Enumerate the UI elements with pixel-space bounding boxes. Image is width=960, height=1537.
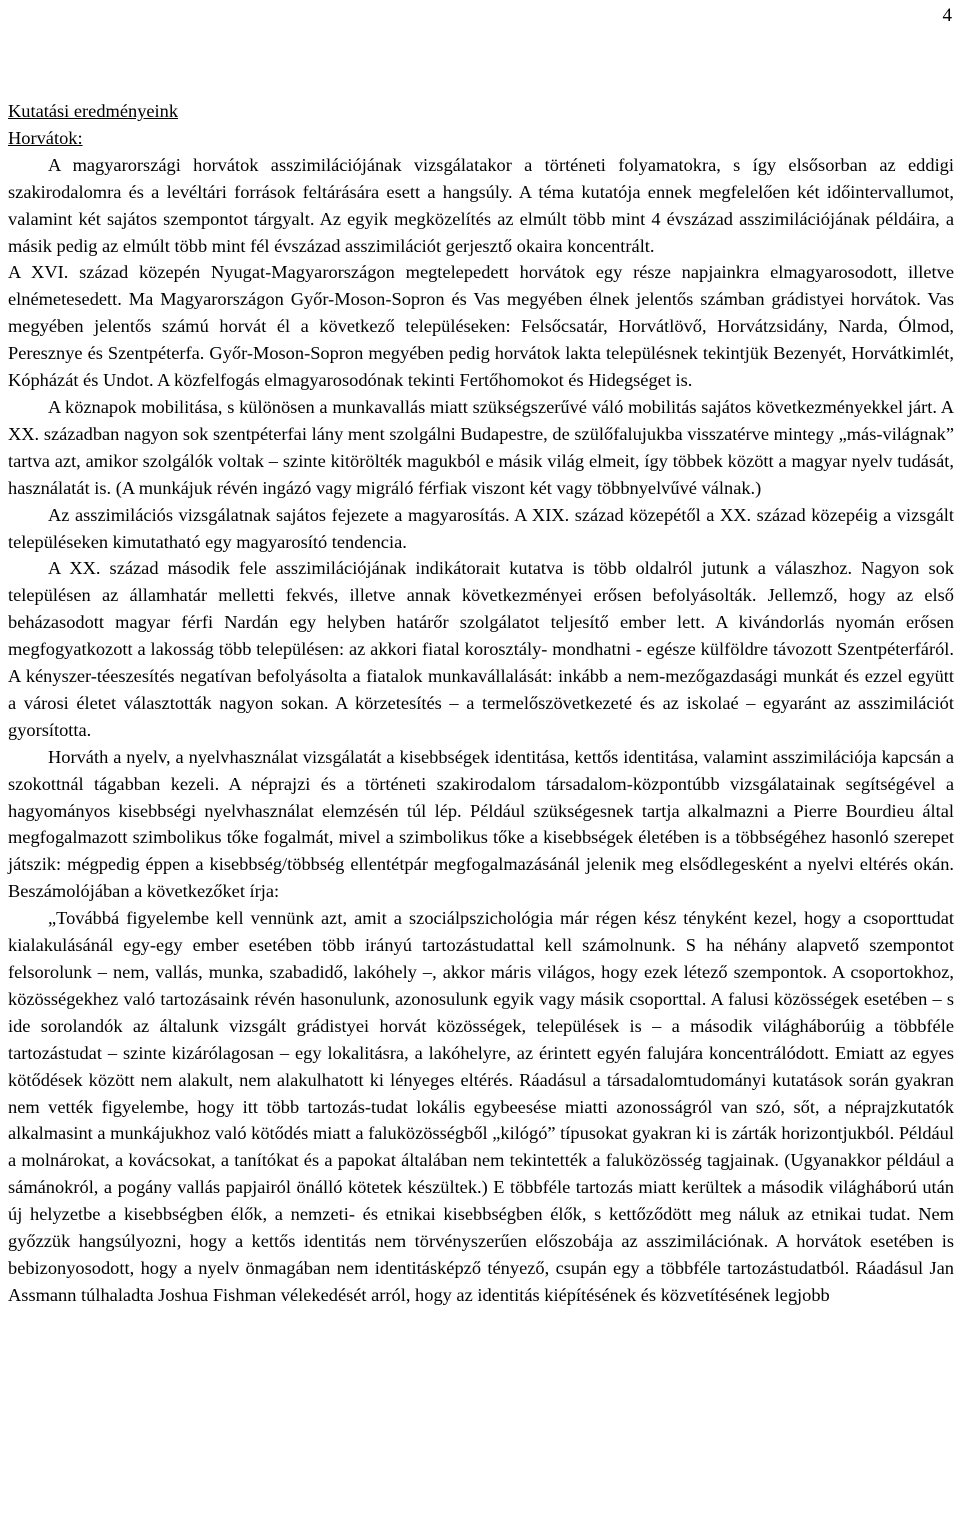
paragraph-magyarization: Az asszimilációs vizsgálatnak sajátos fejezete a magyarosítás. A XIX. század közepétől a XX. század közepéig a vizsgált településeken kimutatható egy magyarosító tendencia.: [8, 504, 954, 552]
paragraph-settlements: A XVI. század közepén Nyugat-Magyarországon megtelepedett horvátok egy része napjainkra elmagyarosodott, illetve elnémetesedett. Ma Magyarországon Győr-Moson-Sopron és Vas megyében élnek jelentős számban grádistyei horvátok. Vas megyében jelentős számú horvát él a következő településeken: Felsőcsatár, Horvátlövő, Horvátzsidány, Narda, Ólmod, Peresznye és Szentpéterfa. Győr-Moson-Sopron megyében pedig horvátok lakta településnek tekintjük Bezenyét, Horvátkimlét, Kópházát és Undot. A közfelfogás elmagyarosodónak tekinti Fertőhomokot és Hidegséget is.: [8, 262, 954, 391]
paragraph-language-use: Horváth a nyelv, a nyelvhasználat vizsgálatát a kisebbségek identitása, kettős identitása, valamint asszimilációja kapcsán a szokottnál tágabban kezeli. A néprajzi és a történeti szakirodalom társadalom-központúbb vizsgálatainak segítségével a hagyományos kisebbségi nyelvhasználat elemzésén túl lép. Például szükségesnek tartja alkalmazni a Pierre Bourdieu által megfogalmazott szimbolikus tőke fogalmát, mivel a szimbolikus tőke a kisebbségek életében is a többségéhez hasonló szerepet játszik: mégpedig éppen a kisebbség/többség ellentétpár megfogalmazásánál jelenik meg elsődlegesként a nyelvi eltérés okán. Beszámolójában a következőket írja:: [8, 746, 954, 902]
section-title: Kutatási eredményeink: [8, 101, 179, 121]
subsection-title: Horvátok:: [8, 127, 83, 148]
paragraph-intro: A magyarországi horvátok asszimilációjának vizsgálatakor a történeti folyamatokra, s így elsősorban az eddigi szakirodalomra és a levéltári források feltárására esett a hangsúly. A téma kutatója ennek megfelelően két időintervallumot, valamint két sajátos szempontot tárgyalt. Az egyik megközelítés az elmúlt több mint 4 évszázad asszimilációjának példáira, a másik pedig az elmúlt több mint fél évszázad asszimilációt gerjesztő okaira koncentrált.: [8, 154, 954, 256]
paragraph-quotation: „Továbbá figyelembe kell vennünk azt, amit a szociálpszichológia már régen kész tényként kezel, hogy a csoporttudat kialakulásánál egy-egy ember esetében több irányú tartozástudattal kell számolnunk. S ha néhány alapvető szempontot felsorolunk – nem, vallás, munka, szabadidő, lakóhely –, akkor máris világos, hogy ezek létező szempontok. A csoportokhoz, közösségekhez való tartozásaink révén hasonulunk, azonosulunk egyik vagy másik csoporttal. A falusi közösségek esetében – s ide sorolandók az általunk vizsgált grádistyei horvát közösségek, települések is – a második világháborúig a többféle tartozástudat – szinte kizárólagosan – egy lokalitásra, a lakóhelyre, az érintett egyén falujára koncentrálódott. Emiatt az egyes kötődések között nem alakult, nem alakulhatott ki lényeges eltérés. Ráadásul a társadalomtudományi kutatások során gyakran nem vették figyelembe, hogy itt több tartozás-tudat lokális egybeesése miatti azonosságról van szó, sőt, a néprajzkutatók alkalmasint a munkájukhoz való kötődés miatt a faluközösségből „kilógó” típusokat gyakran ki is zárták horizontjukból. Például a molnárokat, a kovácsokat, a tanítókat és a papokat általában nem tekintették a faluközösség tagjainak. (Ugyanakkor például a sámánokról, a pogány vallás papjairól önálló kötetek készültek.) E többféle tartozás miatt kerültek a második világháború után új helyzetbe a kisebbségben élők, a nemzeti- és etnikai kisebbségben élők, s kettőződött meg náluk az etnikai tudat. Nem győzzük hangsúlyozni, hogy a kettős identitás nem törvényszerűen előszobája az asszimilációnak. A horvátok esetében is bebizonyosodott, hogy a nyelv önmagában nem identitásképző tényező, csupán egy a többféle tartozástudatból. Ráadásul Jan Assmann túlhaladta Joshua Fishman vélekedését arról, hogy az identitás kiépítésének és közvetítésének legjobb: [8, 908, 954, 1305]
document-body: [8, 98, 954, 1309]
page-number: 4: [942, 5, 952, 26]
paragraph-mobility: A köznapok mobilitása, s különösen a munkavallás miatt szükségszerűvé váló mobilitás sajátos következményekkel járt. A XX. században nagyon sok szentpéterfai lány ment szolgálni Budapestre, de szülőfalujukba visszatérve mintegy „más-világnak” tartva azt, amikor szolgálók voltak – szinte kitörölték magukból e másik világ elmeit, így többek között a magyar nyelv tudását, használatát is. (A munkájuk révén ingázó vagy migráló férfiak viszont két vagy többnyelvűvé válnak.): [8, 396, 954, 498]
paragraph-20th-century: A XX. század második fele asszimilációjának indikátorait kutatva is több oldalról jutunk a válaszhoz. Nagyon sok településen az államhatár melletti fekvés, illetve annak következményei erősen befolyásolták. Jellemző, hogy az első beházasodott magyar férfi Nardán egy helyben határőr szolgálatot teljesítő ember lett. A kivándorlás nyomán erősen megfogyatkozott a lakosság több településen: az akkori fiatal korosztály- mondhatni - egésze külföldre távozott Szentpéterfáról. A kényszer-téeszesítés negatívan befolyásolta a fiatalok munkavállalását: inkább a nem-mezőgazdasági munkát és ezzel együtt a városi életet választották nagyon sokan. A körzetesítés – a termelőszövetkezeté és az iskolaé – egyaránt az asszimilációt gyorsította.: [8, 558, 954, 740]
